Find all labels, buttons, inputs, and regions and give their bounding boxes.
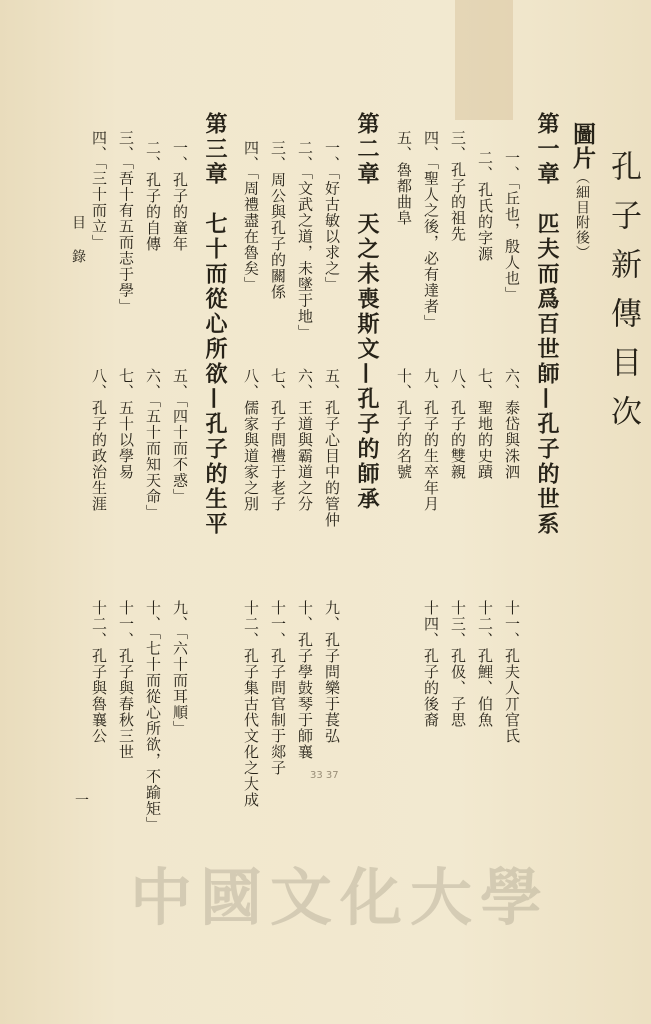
ch2-item: 九、孔子問樂于萇弘 (323, 600, 341, 744)
tape-strip (455, 0, 513, 120)
ch3-item: 十二、孔子與魯襄公 (90, 600, 108, 744)
section-pictures-note: （細目附後） (574, 170, 590, 260)
ch1-item: 五、魯都曲阜 (395, 130, 413, 226)
ch3-item: 七、五十以學易 (117, 368, 135, 480)
ch1-item: 一、「丘也，殷人也」 (503, 150, 521, 303)
ch2-item: 十一、孔子問官制于郯子 (269, 600, 287, 776)
ch1-item: 六、泰岱與洙泗 (503, 368, 521, 480)
ch2-item: 一、「好古敏以求之」 (323, 140, 341, 293)
section-pictures-label: 圖片 (569, 122, 596, 170)
ch3-item: 五、「四十而不惑」 (171, 368, 189, 505)
ch3-item: 三、「吾十有五而志于學」 (117, 130, 135, 315)
ch2-item: 四、「周禮盡在魯矣」 (242, 140, 260, 293)
chapter-1-heading: 第一章 匹夫而爲百世師—孔子的世系 (534, 112, 560, 537)
ch3-item: 二、孔子的自傳 (144, 140, 162, 252)
ch3-item: 八、孔子的政治生涯 (90, 368, 108, 512)
ch3-item: 十一、孔子與春秋三世 (117, 600, 135, 760)
ch1-item: 十、孔子的名號 (395, 368, 413, 480)
ch1-item: 二、孔氏的字源 (476, 150, 494, 262)
ch1-item: 九、孔子的生卒年月 (422, 368, 440, 512)
ch2-item: 二、「文武之道，未墜于地」 (296, 140, 314, 341)
page-number: 一 (75, 793, 89, 809)
chapter-3-heading: 第三章 七十而從心所欲—孔子的生平 (202, 112, 228, 537)
ch1-item: 十一、孔夫人丌官氏 (503, 600, 521, 744)
ch2-item: 七、孔子問禮于老子 (269, 368, 287, 512)
ch2-item: 六、王道與霸道之分 (296, 368, 314, 512)
ch1-item: 十四、孔子的後裔 (422, 600, 440, 728)
side-label: 目錄 (70, 215, 86, 283)
ch1-item: 三、孔子的祖先 (449, 130, 467, 242)
ch2-item: 十、孔子學鼓琴于師襄 (296, 600, 314, 760)
ch1-item: 十三、孔伋、子思 (449, 600, 467, 728)
watermark: 中國文化大學 (129, 861, 550, 934)
ch3-item: 一、孔子的童年 (171, 140, 189, 252)
chapter-2-heading: 第二章 天之未喪斯文—孔子的師承 (354, 112, 380, 512)
ch2-item: 五、孔子心目中的管仲 (323, 368, 341, 528)
ch2-item: 三、周公與孔子的關係 (269, 140, 287, 300)
ch3-item: 六、「五十而知天命」 (144, 368, 162, 521)
ch1-item: 十二、孔鯉、伯魚 (476, 600, 494, 728)
ch2-item: 八、儒家與道家之別 (242, 368, 260, 512)
section-pictures (566, 122, 599, 260)
pencil-note: 33 37 (310, 770, 339, 781)
ch3-item: 十、「七十而從心所欲，不踰矩」 (144, 600, 162, 833)
ch1-item: 四、「聖人之後，必有達者」 (422, 130, 440, 331)
ch1-item: 七、聖地的史蹟 (476, 368, 494, 480)
ch2-item: 十二、孔子集古代文化之大成 (242, 600, 260, 808)
ch1-item: 八、孔子的雙親 (449, 368, 467, 480)
book-title: 孔子新傳目次 (605, 150, 641, 444)
ch3-item: 九、「六十而耳順」 (171, 600, 189, 737)
ch3-item: 四、「三十而立」 (90, 130, 108, 251)
